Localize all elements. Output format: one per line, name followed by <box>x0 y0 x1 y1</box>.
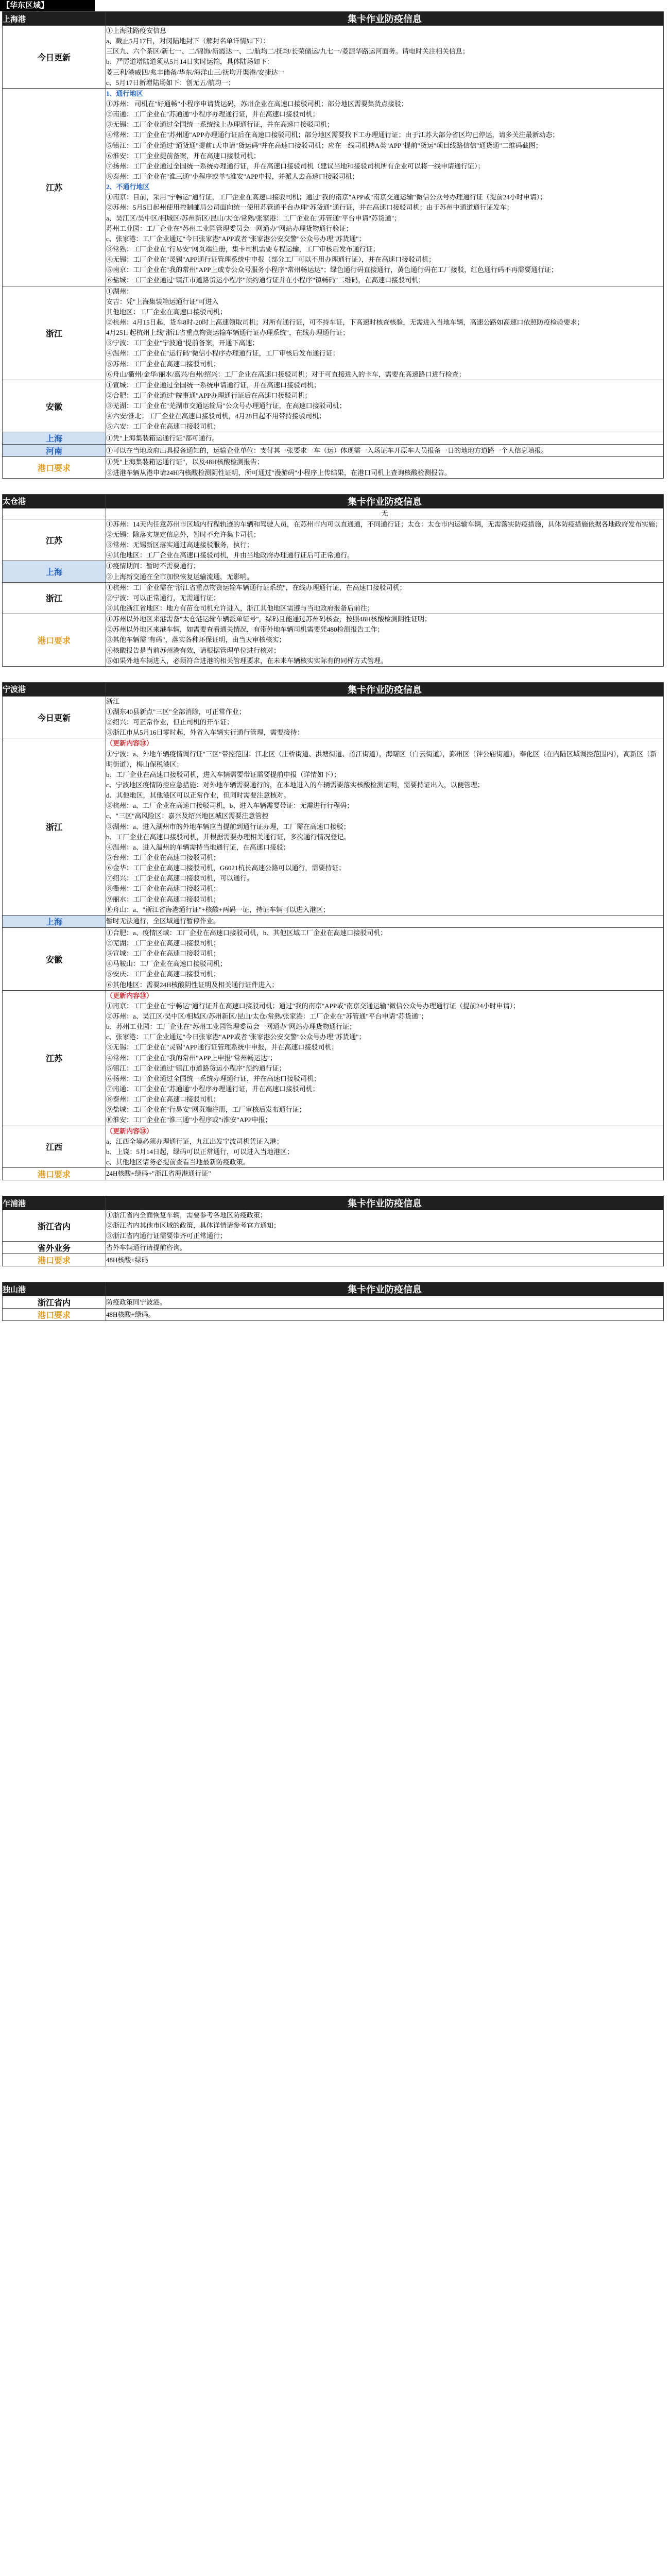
row-label: 安徽 <box>3 927 106 990</box>
content-line: ④常州：工厂企业在"我的常州"APP上申报"常州畅运达"； <box>106 1054 277 1062</box>
row-label: 河南 <box>3 445 106 457</box>
table-row <box>3 457 664 478</box>
content-line: ①可以在当地政府出具报备通知的，运输企业单位：支付其一张要求一车（运）体现需一入场证车开原车人员报备一日的地地方道路一个人信息填报。 <box>106 446 548 454</box>
content-line: b、苏州工业园：工厂企业在"苏州工业园管理委员会一网通办"网站办理货物通行证； <box>106 1023 356 1031</box>
content-line: ①南京：工厂企业在"宁畅运"通行证并在高速口接驳司机；通过"我的南京"APP或"南京交通运输"微信公众号办理通行证（提前24小时申请）； <box>106 1002 520 1010</box>
section-header-title: 集卡作业防疫信息 <box>106 682 664 696</box>
content-line: ⑤安庆：工厂企业在高速口接驳司机； <box>106 970 220 978</box>
content-line: ②进港车辆从港申请24H内核酸检测阴性证明，所可通过"漫游码"小程序上传结果，在港口司机上查询核酸检测报告。 <box>106 468 452 477</box>
section-spacer <box>0 667 671 682</box>
row-content <box>106 1296 664 1309</box>
section-spacer <box>0 1266 671 1282</box>
content-line: ②杭州：a、工厂企业在高速口接驳司机，b、进入车辆需要带证：无需进行行程码； <box>106 802 354 810</box>
content-line: 三区九、六个茶区/新七一、二/锦饰/新霞达一、二/航均二/抚均/长荣储运/九七一/菱源华路运河面务。请电时关注相关信息； <box>106 47 469 56</box>
content-line: ②上海新交通在全市加快恢复运输流通，无影响。 <box>106 572 254 581</box>
content-line: ⑧衢州：工厂企业在高速口接驳司机； <box>106 885 220 893</box>
port-name: 宁波港 <box>3 682 106 696</box>
content-line: b、上饶：5月14日起，绿码可以正常通行，可以进入当地港区； <box>106 1147 294 1156</box>
table-row <box>3 738 664 915</box>
content-line: ②南通：工厂企业在"苏通通"小程序办理通行证，并在高速口接驳司机； <box>106 110 319 118</box>
port-name: 乍浦港 <box>3 1196 106 1210</box>
table-row <box>3 696 664 738</box>
row-content: 无 <box>106 508 664 519</box>
content-line: ②苏州：a、吴江区/吴中区/相城区/苏州新区/昆山/太仓/常熟/张家港：工厂企业在"苏管通"平台申请"苏货通"； <box>106 1012 428 1020</box>
row-label: 省外业务 <box>3 1242 106 1254</box>
row-label: 江西 <box>3 1126 106 1168</box>
content-line: ⑦绍兴：工厂企业在高速口接驳司机，可以通行。 <box>106 874 254 883</box>
row-content <box>106 445 664 457</box>
content-line: ②宁波：可以正常通行，无需通行证； <box>106 594 220 602</box>
row-content <box>106 561 664 582</box>
content-line: 24H核酸+绿码+"浙江省海港通行证" <box>106 1170 211 1178</box>
content-line: b、严厉道增陆道须从5月14日实时运输，具体陆场如下： <box>106 58 274 66</box>
content-line: 2、不通行地区 <box>106 183 150 191</box>
content-line: ⑤南京：工厂企业在"我的常州"APP上或专公众号服务小程序"常州畅运达"；绿色通行码直接通行，黄色通行码在工厂接驳，红色通行码不再需要通行证； <box>106 266 558 274</box>
table-row <box>3 445 664 457</box>
content-line: ⑥盐城：工厂企业通过"镇江市道路货运小程序"预约通行证并在小程序"镇畅码"二维码，在高速口接驳司机； <box>106 276 425 284</box>
content-line: ⑩淮安：工厂企业在"淮三通"小程序或"i淮安"APP申报； <box>106 1116 272 1124</box>
content-line: a、吴江区/吴中区/相城区/苏州新区/昆山/太仓/常熟/张家港：工厂企业在"苏管通"平台申请"苏货通"； <box>106 214 401 222</box>
row-content <box>106 1210 664 1242</box>
content-line: c、张家港：工厂企业通过"今日张家港"APP或者"张家港公安交警"公众号办理"苏货通"； <box>106 1033 366 1041</box>
content-line: 浙江 <box>106 697 120 705</box>
content-line: ⑤如果外地车辆进入，必须符合进港的相关管理要求，在未来车辆核实实际有的同样方式管理。 <box>106 656 388 665</box>
content-line: ⑧泰州：工厂企业在高速口接驳司机； <box>106 1095 220 1104</box>
row-content <box>106 1254 664 1266</box>
table-row <box>3 380 664 432</box>
row-label: 浙江 <box>3 738 106 915</box>
table-row <box>3 1254 664 1266</box>
content-line: ①苏州：14天内任意苏州市区域内行程轨迹的车辆和驾驶人员，在苏州市内可以直通通，不同通行证；太仓：太仓市内运输车辆，无需落实防疫措施，具体防疫措施依据各地政府发布实施； <box>106 520 662 528</box>
row-label: 江苏 <box>3 990 106 1126</box>
content-line: ①宁波：a、外地车辆疫情调行证"三区"带控范围：江北区（庄桥街道、洪塘街道、甬江街道），海曙区（白云街道），鄞州区（钟公庙街道），奉化区（在内陆区域调控范围内），高新区（新明街道），梅山保税港区； <box>106 750 657 768</box>
content-line: ②绍兴：可正常作业，但止司机的开车证； <box>106 718 234 726</box>
content-line: ①合肥：a、疫情区域：工厂企业在高速口接驳司机，b、其他区域工厂企业在高速口接驳司机； <box>106 928 387 937</box>
content-line: ①浙江省内全面恢复车辆，需要参考各地区防疫政策； <box>106 1211 267 1219</box>
table-row <box>3 1242 664 1254</box>
content-line: 4月25日起杭州上线"浙江省重点物资运输车辆通行证办理系统"，在线办理通行证； <box>106 329 350 337</box>
row-content <box>106 990 664 1126</box>
table-row <box>3 927 664 990</box>
content-line: ⑧泰州：工厂企业在"淮三通"小程序或单"i淮安"APP申报，并派人去高速口接驳司机； <box>106 172 359 180</box>
row-content <box>106 614 664 667</box>
content-line: ④温州：工厂企业在"运行码"微信小程序办理通行证，工厂审核后发布通行证； <box>106 349 339 358</box>
content-line: ①上海陆路疫安信息 <box>106 27 167 35</box>
content-line: ⑦南通：工厂企业在"苏通通"小程序办理通行证，并在高速口接驳司机； <box>106 1084 319 1093</box>
content-line: ④其他地区：工厂企业在高速口接驳司机，并由当地政府办理通行证后可正常通行。 <box>106 551 354 560</box>
row-label: 浙江 <box>3 582 106 614</box>
content-line: ③常州：无锡新区落实通过高速接驳服务，执行； <box>106 541 254 549</box>
row-content <box>106 88 664 286</box>
content-line: （更新内容⑩） <box>106 1127 153 1135</box>
section-header-title: 集卡作业防疫信息 <box>106 12 664 26</box>
content-line: ④常州：工厂企业在"苏州通"APP办理通行证后在高速口接驳司机；部分地区需要找下工办理通行证；由于江苏大部分省区均已停运，请多关注最新动态； <box>106 131 559 139</box>
content-line: d、其他地区，其他港区可以正常作业，但同时需要注意核对。 <box>106 791 290 800</box>
content-line: c、宁波地区疫情防控应急措施：对外地车辆需要通行的，在本地进入的车辆需要落实核酸检测证明，需要持证出入，以便管理； <box>106 781 484 789</box>
content-line: c、5月17日新增陆场如下：创无五/航均一； <box>106 78 235 87</box>
table-row <box>3 614 664 667</box>
section-header-title: 集卡作业防疫信息 <box>106 1282 664 1296</box>
content-line: c、张家港：工厂企业通过"今日张家港"APP或者"张家港公安交警"公众号办理"苏货通"； <box>106 234 366 243</box>
row-label: 港口要求 <box>3 1168 106 1180</box>
row-content <box>106 582 664 614</box>
content-line: ⑤镇江：工厂企业通过"镇江市道路货运小程序"预约通行证； <box>106 1064 286 1072</box>
content-line: ⑨丽水：工厂企业在高速口接驳司机； <box>106 895 220 903</box>
content-line: a、截止5月17日，对闵陆地封下（解封名单详情如下）： <box>106 37 270 45</box>
content-line: c、其他地区请务必提前查看当地最新防疫政策。 <box>106 1158 250 1166</box>
content-line: ⑥舟山/衢州/金华/丽水/嘉兴/台州/绍兴：工厂企业在高速口接驳司机；对于可直接进入的卡车，需要在高速路口进行检查； <box>106 370 466 378</box>
row-label: 港口要求 <box>3 457 106 478</box>
row-content <box>106 457 664 478</box>
table-row <box>3 582 664 614</box>
content-line: 1、通行地区 <box>106 89 143 97</box>
row-content <box>106 1126 664 1168</box>
content-line: ⑥扬州：工厂企业通过全国统一系统办理通行证，并在高速口接驳司机； <box>106 1074 321 1082</box>
section-spacer <box>0 479 671 494</box>
row-label: 今日更新 <box>3 26 106 89</box>
content-line: ②杭州：4月15日起，货车8时-20时上高速领取司机；对所有通行证，可不持车证，下高速时核查核验，无需进入当地车辆，高速公路如高速口依照防疫检验要求； <box>106 318 584 326</box>
content-line: ③湖州：a、进入湖州市的外地车辆应当提前到通行证办理，工厂需在高速口接驳； <box>106 822 350 831</box>
content-line: ①湖东40县新点"三区"全部消除，可正常作业； <box>106 708 246 716</box>
row-label: 上海 <box>3 915 106 927</box>
content-line: ⑥淮安：工厂企业提前备案，并在高速口接驳司机； <box>106 151 261 160</box>
row-label <box>3 508 106 519</box>
content-line: ④核酸报告是当前苏州港有效，请根据管理单位进行核对； <box>106 646 281 654</box>
table-row <box>3 990 664 1126</box>
row-content <box>106 915 664 927</box>
content-line: 省外车辆通行请提前咨询。 <box>106 1243 187 1251</box>
content-line: 48H核酸+绿码。 <box>106 1310 155 1318</box>
section-spacer <box>0 1180 671 1196</box>
row-content <box>106 738 664 915</box>
port-name: 太仓港 <box>3 494 106 508</box>
dushan-port-table <box>2 1282 664 1321</box>
content-line: b、工厂企业在高速口接驳司机，并根据需要办理相关通行证，多次通行情况登记。 <box>106 833 351 841</box>
section-header-title: 集卡作业防疫信息 <box>106 1196 664 1210</box>
row-label: 上海 <box>3 432 106 445</box>
content-line: ①苏州： 司机在"好通畅"小程序申请货运码，苏州企业在高速口接驳司机；部分地区需要集货点接驳； <box>106 99 408 108</box>
row-label: 浙江 <box>3 286 106 380</box>
row-label: 浙江省内 <box>3 1210 106 1242</box>
content-line: ③无锡：工厂企业通过全国统一系统线上办理通行证，并在高速口接驳司机； <box>106 121 334 129</box>
content-line: ③浙江市从5月16日零时起，外省入车辆实行通行管理，需要接待： <box>106 728 304 737</box>
content-line: （更新内容⑩） <box>106 739 153 748</box>
table-row <box>3 1309 664 1321</box>
content-line: 防疫政策同宁波港。 <box>106 1298 167 1306</box>
row-content <box>106 1242 664 1254</box>
content-line: ①苏州以外地区来港需备"太仓港运输车辆派单证号"，绿码且能通过苏州码核查，按照48H核酸检测阴性证明； <box>106 615 432 623</box>
content-line: ②苏州以外地区来港车辆，如需要查看通关情况，有带外地车辆司机需要凭480检测报告工作； <box>106 625 384 634</box>
content-line: ⑤台州：工厂企业在高速口接驳司机； <box>106 853 220 861</box>
table-row <box>3 561 664 582</box>
content-line: ①宣城：工厂企业通过全国统一系统申请通行证，并在高速口接驳司机； <box>106 381 321 389</box>
content-line: 其他地区：工厂企业在高速口接驳司机； <box>106 308 227 316</box>
row-content <box>106 286 664 380</box>
port-name: 上海港 <box>3 12 106 26</box>
content-line: ④温州：a、进入温州的车辆需持当地通行证，在高速口接驳； <box>106 843 290 851</box>
content-line: ③常熟：工厂企业在"行易安"网页端注册，集卡司机需要专程运输，工厂审核后发布通行证； <box>106 245 380 253</box>
content-line: ⑦扬州：工厂企业通过全国统一系统办理通行证，并在高速口接驳司机（建议当地和接驳司机所有企业可以将一线申请通行证）； <box>106 162 485 170</box>
content-line: ③其他浙江省地区：地方有苗仓司机允许进入，浙江其他地区需遵与当地政府报备后前往； <box>106 604 374 613</box>
port-name: 独山港 <box>3 1282 106 1296</box>
content-line: ③浙江省内通行证需要带齐可正常通行； <box>106 1232 227 1240</box>
content-line: ⑥其他地区：需要24H核酸阴性证明及相关通行证件进入； <box>106 980 279 989</box>
content-line: 暂时无法通行，全区域通行暂停作业。 <box>106 917 220 925</box>
content-line: a、江西全境必须办理通行证，九江出发宁波司机凭证入港； <box>106 1137 283 1145</box>
content-line: ①南京：目前，采用"宁畅运"通行证，工厂企业在高速口接驳司机；通过"我的南京"APP或"南京交通运输"微信公众号办理通行证（提前24小时申请）； <box>106 193 547 201</box>
content-line: 安吉：凭"上海集装箱运通行证"可进入 <box>106 297 219 306</box>
content-line: ⑩舟山：a、"浙江省海港通行证"+核酸+两码一证，持证车辆可以进入港区； <box>106 905 330 913</box>
row-label: 今日更新 <box>3 696 106 738</box>
content-line: ⑤苏州：工厂企业在高速口接驳司机； <box>106 360 220 368</box>
content-line: ③宁波：工厂企业"宁波通"提前备案，开通下高速； <box>106 339 259 347</box>
table-row <box>3 26 664 89</box>
section-header-title: 集卡作业防疫信息 <box>106 494 664 508</box>
taicang-port-table <box>2 494 664 667</box>
region-banner: 【华东区域】 <box>0 0 95 11</box>
row-content <box>106 696 664 738</box>
row-label: 江苏 <box>3 88 106 286</box>
content-line: ④六安/淮北：工厂企业在高速口接驳司机，4月28日起不用带持接驳司机； <box>106 412 326 420</box>
row-content <box>106 432 664 445</box>
shanghai-port-table <box>2 11 664 479</box>
table-row <box>3 1126 664 1168</box>
content-line: 苏州工业园：工厂企业在"苏州工业园管理委员会一网通办"网站办理货物通行验证； <box>106 224 353 232</box>
table-row <box>3 1168 664 1180</box>
content-line: ②无锡：除落实规定信息外，暂时不允许集卡司机； <box>106 531 261 539</box>
sections <box>0 11 671 1321</box>
row-label: 港口要求 <box>3 614 106 667</box>
content-line: ③芜湖：工厂企业在"芜湖市交通运输局"公众号办理通行证，在高速口接驳司机； <box>106 402 346 410</box>
row-label: 上海 <box>3 561 106 582</box>
content-line: ⑨盐城：工厂企业在"行易安"网页端注册，工厂审核后发布通行证； <box>106 1106 306 1114</box>
row-label: 港口要求 <box>3 1309 106 1321</box>
row-content <box>106 519 664 561</box>
content-line: ①湖州： <box>106 287 133 295</box>
row-label: 安徽 <box>3 380 106 432</box>
content-line: ⑥金华：工厂企业在高速口接驳司机，G6021杭长高速公路可以通行，需要持证； <box>106 864 346 872</box>
row-content <box>106 26 664 89</box>
content-line: ②苏州：5月5日起州使用控制邮局公司面向统一使用苏管通平台办理"苏货通"通行证，并在高速口接驳司机；由于苏州中通道通行证发车； <box>106 204 513 212</box>
content-line: ②芜湖：工厂企业在高速口接驳司机； <box>106 939 220 947</box>
table-row <box>3 519 664 561</box>
row-content <box>106 1309 664 1321</box>
content-line: 48H核酸+绿码 <box>106 1256 148 1264</box>
content-line: ②浙江省内其他市区域的政策，具体详情请参考官方通知； <box>106 1222 281 1230</box>
row-content <box>106 1168 664 1180</box>
table-row <box>3 915 664 927</box>
table-row <box>3 88 664 286</box>
row-content <box>106 380 664 432</box>
table-row <box>3 286 664 380</box>
content-line: ①疫情期间：暂时不需要通行； <box>106 562 200 570</box>
content-line: ①杭州：工厂企业需在"浙江省重点物资运输车辆通行证系统"，在线办理通行证，在高速口接驳司机； <box>106 583 406 591</box>
content-line: ④马鞍山：工厂企业在高速口接驳司机； <box>106 960 227 968</box>
ningbo-port-table <box>2 682 664 1180</box>
content-line: （更新内容⑩） <box>106 991 153 999</box>
zhapu-port-table <box>2 1196 664 1266</box>
table-row <box>3 1296 664 1309</box>
content-line: ⑤六安：工厂企业在高速口接驳司机； <box>106 422 220 431</box>
row-content <box>106 927 664 990</box>
content-line: ③无锡：工厂企业在"灵锡"APP通行证管理系统中申报，并在高速口接驳司机； <box>106 1043 338 1052</box>
row-label: 浙江省内 <box>3 1296 106 1309</box>
content-line: ③其他车辆需"有码"，落实各种环保证明，由当天审核核实； <box>106 636 286 644</box>
table-row <box>3 432 664 445</box>
content-line: ④无锡：工厂企业在"灵锡"APP通行证管理系统中申报（部分工厂可以不用办理通行证），并在高速口接驳司机； <box>106 256 435 264</box>
row-label: 江苏 <box>3 519 106 561</box>
content-line: b、工厂企业在高速口接驳司机，进入车辆需要带证需要提前申报（详情如下）； <box>106 770 341 778</box>
content-line: ⑤镇江：工厂企业通过"通货通"提前1天申请"货运码"并在高速口接驳司机；应在一线司机持A类"APP"提前"货运"项目线路信信"通货通"二维码截图； <box>106 141 542 149</box>
content-line: ①凭"上海集装箱运通行证"，以及48H核酸检测报告； <box>106 458 264 466</box>
content-line: ②合肥：工厂企业通过"皖事通"APP办理通行证后在高速口接驳司机； <box>106 391 312 399</box>
content-line: c、"三区"高风险区：嘉兴及绍兴地区城区需要注意管控 <box>106 812 269 820</box>
content-line: ①凭"上海集装箱运通行证"都可通行。 <box>106 434 219 442</box>
content-line: 菱三利/港威四/兆丰储备/华东/海洋山三/抚均开渠港/安捷达一 <box>106 68 285 76</box>
table-row <box>3 1210 664 1242</box>
row-label: 港口要求 <box>3 1254 106 1266</box>
content-line: ③宣城：工厂企业在高速口接驳司机； <box>106 950 220 958</box>
